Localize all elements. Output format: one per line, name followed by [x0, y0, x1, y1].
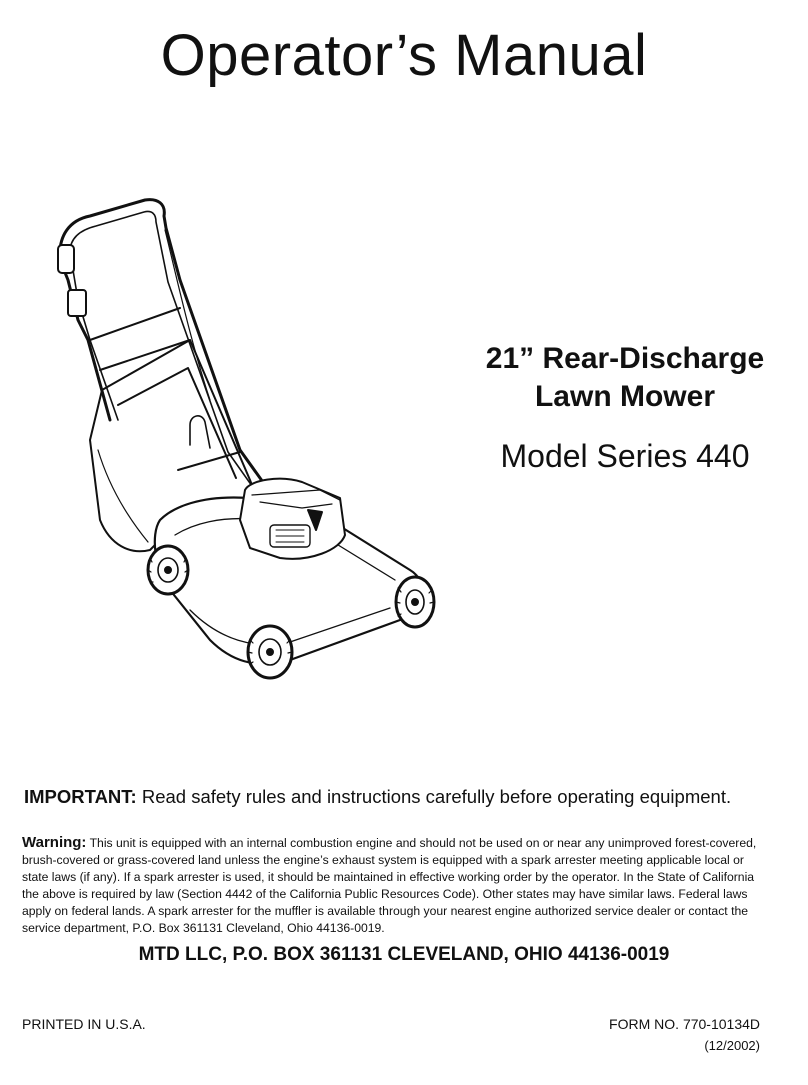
rear-left-wheel	[148, 546, 188, 594]
model-series: Model Series 440	[500, 438, 750, 474]
important-text: Read safety rules and instructions carefully before operating equipment.	[136, 786, 732, 807]
important-notice	[24, 786, 784, 808]
form-number-block	[609, 1016, 760, 1053]
form-number: 770-10134D	[682, 1016, 760, 1032]
lawn-mower-illustration	[40, 190, 460, 700]
front-right-wheel	[396, 577, 434, 627]
product-name-line1: 21” Rear-Discharge	[485, 342, 765, 375]
product-name-line2: Lawn Mower	[534, 380, 715, 413]
rear-right-wheel	[248, 626, 292, 678]
page-title: Operator’s Manual	[160, 23, 648, 88]
form-label: FORM NO.	[609, 1016, 680, 1032]
company-address: MTD LLC, P.O. BOX 361131 CLEVELAND, OHIO 44136-0019	[138, 944, 670, 965]
form-date: (12/2002)	[704, 1038, 760, 1053]
product-block	[470, 340, 780, 475]
important-label: IMPORTANT:	[24, 786, 137, 807]
warning-text: This unit is equipped with an internal combustion engine and should not be used on or near any unimproved forest-covered, brush-covered or grass-covered land unless the engine’s exhaust system is equipped with a spark arrester meeting applicable local or state laws (if any). If a spark arrester is used, it should be maintained in effective working order by the operator. In the State of California the above is required by law (Section 4442 of the California Public Resources Code). Other states may have similar laws. Federal laws apply on federal lands. A spark arrester for the muffler is available through your nearest engine authorized service dealer or contact the service department, P.O. Box 361131 Cleveland, Ohio 44136-0019.	[22, 836, 757, 935]
warning-label: Warning:	[22, 834, 87, 851]
warning-notice	[22, 834, 767, 937]
printed-in: PRINTED IN U.S.A.	[22, 1016, 146, 1032]
